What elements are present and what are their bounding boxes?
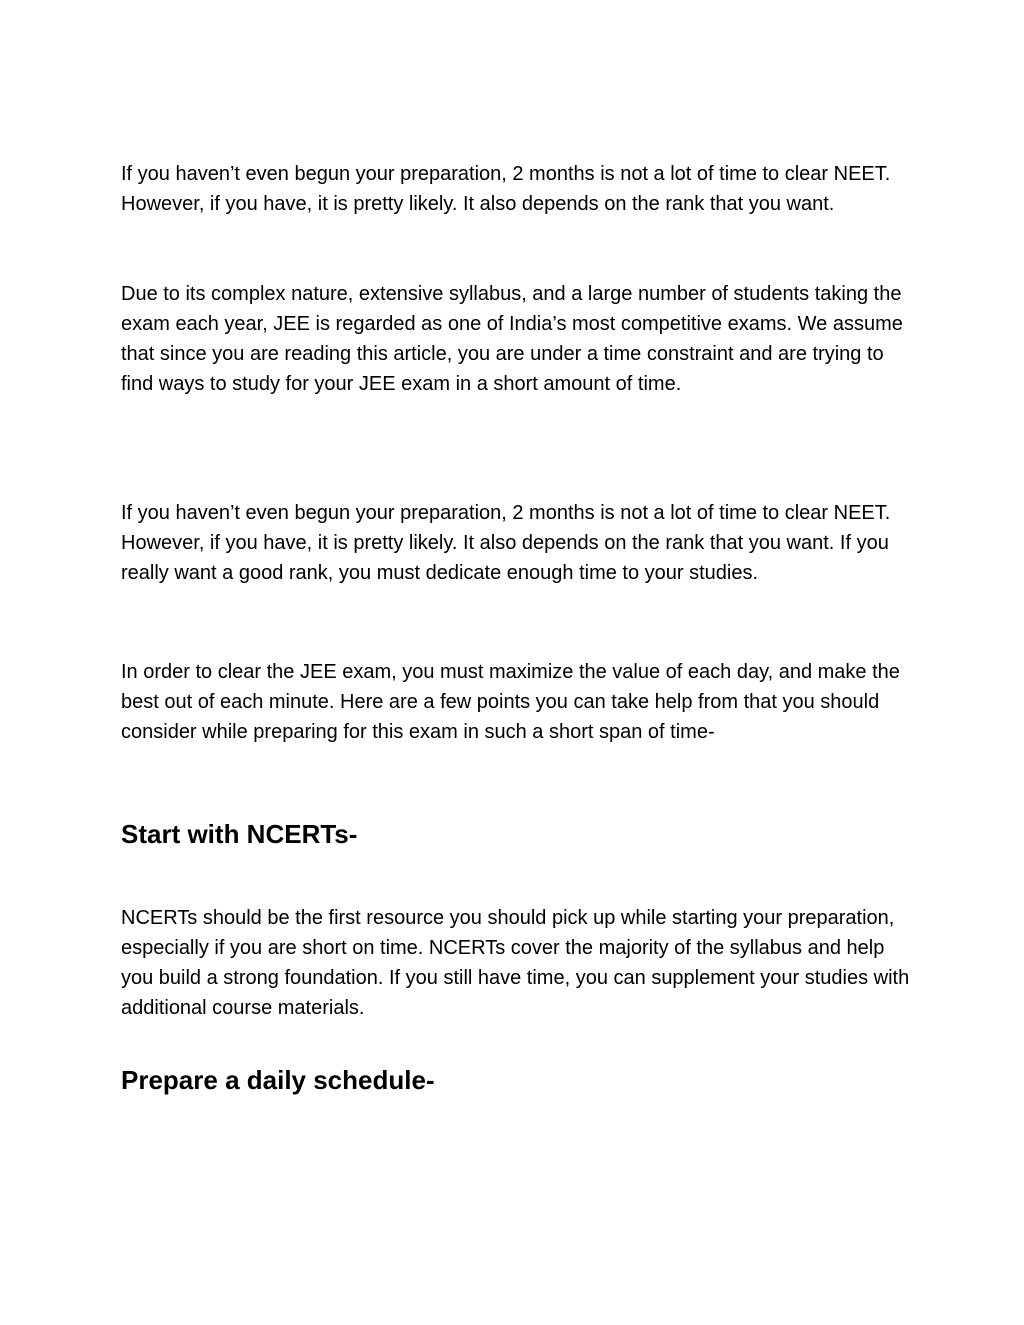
paragraph-jee-tips-intro: In order to clear the JEE exam, you must maximize the value of each day, and make the best out of each minute. Here are a few points you can take help from that you should consider while preparing for this exam in such a short span of time- — [121, 661, 900, 743]
paragraph-neet-rank: If you haven’t even begun your preparation, 2 months is not a lot of time to clear NEET. However, if you have, it is pretty likely. It also depends on the rank that you want. If you really want a good rank, you must dedicate enough time to your studies. — [121, 502, 891, 584]
heading-daily-schedule: Prepare a daily schedule- — [121, 1065, 435, 1095]
heading-start-with-ncerts: Start with NCERTs- — [121, 819, 358, 849]
paragraph-ncerts: NCERTs should be the first resource you should pick up while starting your preparation, especially if you are short on time. NCERTs cover the majority of the syllabus and help you build a strong foundation. If you still have time, you can supplement your studies with additional course materials. — [121, 907, 910, 1019]
paragraph-neet-intro: If you haven’t even begun your preparation, 2 months is not a lot of time to clear NEET. However, if you have, it is pretty likely. It also depends on the rank that you want. — [121, 163, 891, 215]
paragraph-jee-overview: Due to its complex nature, extensive syllabus, and a large number of students taking the exam each year, JEE is regarded as one of India’s most competitive exams. We assume that since you are reading this article, you are under a time constraint and are trying to find ways to study for your JEE exam in a short amount of time. — [121, 283, 903, 395]
